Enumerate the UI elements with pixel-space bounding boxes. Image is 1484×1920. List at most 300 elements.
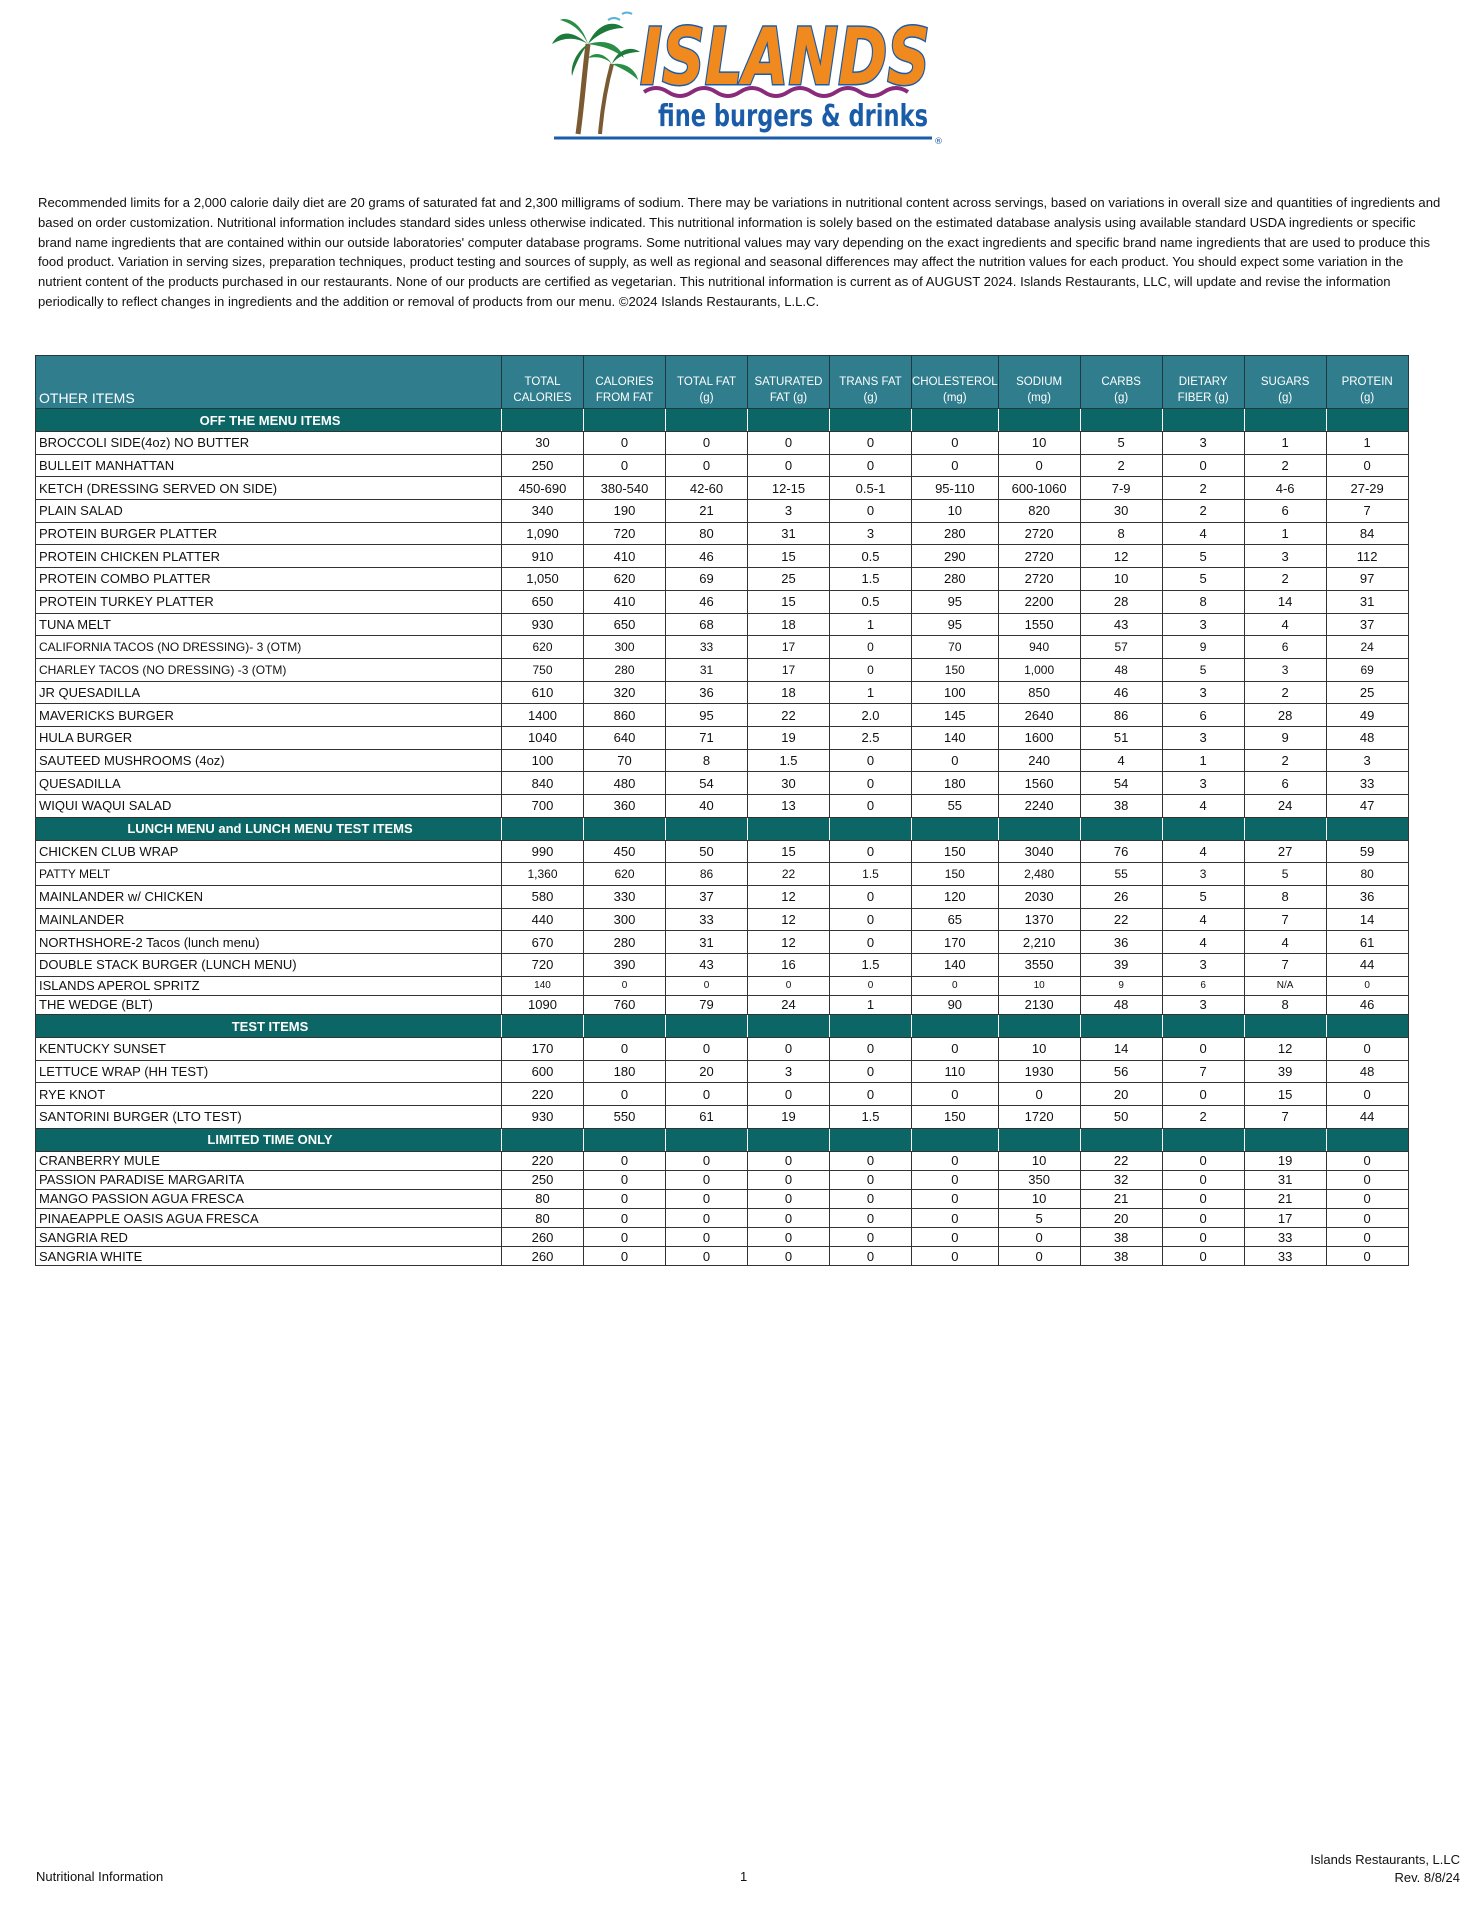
- value-cell: 0: [912, 1038, 999, 1061]
- item-name-cell: MAINLANDER w/ CHICKEN: [36, 886, 502, 909]
- value-cell: 14: [1326, 908, 1408, 931]
- value-cell: 43: [666, 954, 748, 977]
- section-header-row: [36, 817, 1409, 840]
- value-cell: 25: [1326, 681, 1408, 704]
- value-cell: 46: [1080, 681, 1162, 704]
- value-cell: 21: [1080, 1189, 1162, 1208]
- section-filler-cell: [830, 817, 912, 840]
- section-filler-cell: [666, 1015, 748, 1038]
- value-cell: 5: [998, 1209, 1080, 1228]
- value-cell: 0: [998, 454, 1080, 477]
- section-filler-cell: [584, 1015, 666, 1038]
- value-cell: 300: [584, 636, 666, 659]
- value-cell: 2.0: [830, 704, 912, 727]
- section-header-row: [36, 409, 1409, 432]
- value-cell: 36: [1080, 931, 1162, 954]
- value-cell: 1930: [998, 1060, 1080, 1083]
- table-row: [36, 1151, 1409, 1170]
- value-cell: 57: [1080, 636, 1162, 659]
- value-cell: 2: [1244, 681, 1326, 704]
- value-cell: 2720: [998, 545, 1080, 568]
- value-cell: 4: [1244, 931, 1326, 954]
- item-name-cell: LETTUCE WRAP (HH TEST): [36, 1060, 502, 1083]
- item-name-cell: PINAEAPPLE OASIS AGUA FRESCA: [36, 1209, 502, 1228]
- section-filler-cell: [1326, 1128, 1408, 1151]
- value-cell: 720: [502, 954, 584, 977]
- section-filler-cell: [912, 1128, 999, 1151]
- value-cell: 36: [666, 681, 748, 704]
- value-cell: 250: [502, 454, 584, 477]
- value-cell: 0: [748, 1228, 830, 1247]
- value-cell: 76: [1080, 840, 1162, 863]
- value-cell: 0: [1326, 1038, 1408, 1061]
- item-name-cell: MAINLANDER: [36, 908, 502, 931]
- value-cell: 0: [912, 1189, 999, 1208]
- value-cell: 86: [1080, 704, 1162, 727]
- table-row: [36, 545, 1409, 568]
- value-cell: 112: [1326, 545, 1408, 568]
- value-cell: 170: [502, 1038, 584, 1061]
- section-filler-cell: [1244, 409, 1326, 432]
- value-cell: 28: [1080, 590, 1162, 613]
- value-cell: 0.5: [830, 545, 912, 568]
- nutrition-table: [35, 355, 1409, 1266]
- value-cell: 79: [666, 995, 748, 1014]
- item-name-cell: DOUBLE STACK BURGER (LUNCH MENU): [36, 954, 502, 977]
- value-cell: 8: [666, 749, 748, 772]
- value-cell: 48: [1326, 1060, 1408, 1083]
- footer-document-title: Nutritional Information: [36, 1869, 164, 1884]
- value-cell: 50: [666, 840, 748, 863]
- value-cell: 21: [1244, 1189, 1326, 1208]
- value-cell: 0: [830, 749, 912, 772]
- value-cell: 0: [666, 1170, 748, 1189]
- value-cell: 12: [1244, 1038, 1326, 1061]
- value-cell: 80: [502, 1189, 584, 1208]
- value-cell: 1090: [502, 995, 584, 1014]
- value-cell: 100: [912, 681, 999, 704]
- value-cell: 410: [584, 590, 666, 613]
- value-cell: 36: [1326, 886, 1408, 909]
- value-cell: 580: [502, 886, 584, 909]
- value-cell: 1,000: [998, 658, 1080, 681]
- section-filler-cell: [748, 409, 830, 432]
- value-cell: 5: [1162, 886, 1244, 909]
- value-cell: 2: [1244, 568, 1326, 591]
- value-cell: 0: [1326, 1170, 1408, 1189]
- value-cell: 0: [748, 1038, 830, 1061]
- value-cell: 760: [584, 995, 666, 1014]
- table-row: [36, 681, 1409, 704]
- value-cell: 17: [748, 636, 830, 659]
- column-header-cholesterol: CHOLESTEROL (mg): [912, 356, 999, 409]
- value-cell: 31: [666, 658, 748, 681]
- value-cell: 0: [830, 636, 912, 659]
- value-cell: 0.5: [830, 590, 912, 613]
- value-cell: 0: [1162, 1083, 1244, 1106]
- value-cell: 10: [998, 1151, 1080, 1170]
- value-cell: 0: [584, 976, 666, 995]
- item-name-cell: THE WEDGE (BLT): [36, 995, 502, 1014]
- value-cell: 0: [1326, 1189, 1408, 1208]
- value-cell: 6: [1244, 772, 1326, 795]
- section-filler-cell: [502, 1128, 584, 1151]
- value-cell: 0: [666, 432, 748, 455]
- item-name-cell: SANTORINI BURGER (LTO TEST): [36, 1106, 502, 1129]
- value-cell: 33: [666, 908, 748, 931]
- value-cell: 1560: [998, 772, 1080, 795]
- value-cell: 49: [1326, 704, 1408, 727]
- value-cell: 6: [1162, 976, 1244, 995]
- value-cell: 3: [1162, 954, 1244, 977]
- value-cell: 48: [1080, 995, 1162, 1014]
- section-filler-cell: [1244, 817, 1326, 840]
- value-cell: 2240: [998, 795, 1080, 818]
- value-cell: 0: [584, 1038, 666, 1061]
- value-cell: 37: [666, 886, 748, 909]
- logo-tagline: fine burgers & drinks: [658, 99, 928, 134]
- value-cell: 3: [1162, 726, 1244, 749]
- value-cell: 3: [830, 522, 912, 545]
- value-cell: 7: [1244, 954, 1326, 977]
- value-cell: 0: [584, 1247, 666, 1266]
- section-title: TEST ITEMS: [36, 1015, 502, 1038]
- value-cell: 5: [1162, 545, 1244, 568]
- value-cell: 1.5: [830, 568, 912, 591]
- item-name-cell: MANGO PASSION AGUA FRESCA: [36, 1189, 502, 1208]
- value-cell: 69: [1326, 658, 1408, 681]
- value-cell: 7: [1244, 908, 1326, 931]
- value-cell: 610: [502, 681, 584, 704]
- value-cell: 4: [1080, 749, 1162, 772]
- value-cell: 2720: [998, 522, 1080, 545]
- value-cell: 2: [1244, 749, 1326, 772]
- value-cell: 0: [998, 1247, 1080, 1266]
- value-cell: 46: [666, 545, 748, 568]
- value-cell: 31: [666, 931, 748, 954]
- column-header-item: OTHER ITEMS: [36, 356, 502, 409]
- section-filler-cell: [1080, 1015, 1162, 1038]
- value-cell: 14: [1080, 1038, 1162, 1061]
- value-cell: 38: [1080, 1228, 1162, 1247]
- section-filler-cell: [1080, 1128, 1162, 1151]
- value-cell: 600: [502, 1060, 584, 1083]
- value-cell: 0: [830, 772, 912, 795]
- value-cell: 16: [748, 954, 830, 977]
- value-cell: 19: [748, 726, 830, 749]
- column-header-trans-fat: TRANS FAT (g): [830, 356, 912, 409]
- table-row: [36, 749, 1409, 772]
- value-cell: 4-6: [1244, 477, 1326, 500]
- section-filler-cell: [830, 1128, 912, 1151]
- value-cell: 0: [584, 1228, 666, 1247]
- value-cell: 2,210: [998, 931, 1080, 954]
- column-header-dietary-fiber: DIETARY FIBER (g): [1162, 356, 1244, 409]
- value-cell: 95: [912, 590, 999, 613]
- column-header-calories-from-fat: CALORIES FROM FAT: [584, 356, 666, 409]
- value-cell: 46: [666, 590, 748, 613]
- footer-rev-date: Rev. 8/8/24: [1394, 1870, 1460, 1885]
- value-cell: 27: [1244, 840, 1326, 863]
- value-cell: 720: [584, 522, 666, 545]
- value-cell: 150: [912, 1106, 999, 1129]
- item-name-cell: CHICKEN CLUB WRAP: [36, 840, 502, 863]
- value-cell: 10: [998, 1189, 1080, 1208]
- value-cell: 2: [1162, 477, 1244, 500]
- value-cell: 2: [1080, 454, 1162, 477]
- value-cell: 61: [1326, 931, 1408, 954]
- value-cell: 24: [748, 995, 830, 1014]
- value-cell: 18: [748, 681, 830, 704]
- value-cell: 4: [1162, 522, 1244, 545]
- value-cell: 69: [666, 568, 748, 591]
- table-row: [36, 454, 1409, 477]
- item-name-cell: PATTY MELT: [36, 863, 502, 886]
- section-filler-cell: [1244, 1128, 1326, 1151]
- value-cell: 380-540: [584, 477, 666, 500]
- value-cell: 0: [912, 1083, 999, 1106]
- value-cell: 670: [502, 931, 584, 954]
- value-cell: 1: [830, 613, 912, 636]
- value-cell: 1,360: [502, 863, 584, 886]
- value-cell: 0: [830, 976, 912, 995]
- value-cell: 30: [502, 432, 584, 455]
- table-row: [36, 704, 1409, 727]
- section-filler-cell: [998, 1015, 1080, 1038]
- value-cell: 9: [1162, 636, 1244, 659]
- value-cell: 95: [666, 704, 748, 727]
- value-cell: 4: [1244, 613, 1326, 636]
- value-cell: 18: [748, 613, 830, 636]
- section-filler-cell: [1080, 409, 1162, 432]
- value-cell: 140: [502, 976, 584, 995]
- value-cell: 0: [748, 432, 830, 455]
- value-cell: 750: [502, 658, 584, 681]
- value-cell: 360: [584, 795, 666, 818]
- value-cell: 0: [912, 976, 999, 995]
- section-filler-cell: [1162, 1015, 1244, 1038]
- value-cell: 22: [748, 863, 830, 886]
- table-row: [36, 795, 1409, 818]
- value-cell: 54: [666, 772, 748, 795]
- section-filler-cell: [1080, 817, 1162, 840]
- section-filler-cell: [998, 817, 1080, 840]
- value-cell: 50: [1080, 1106, 1162, 1129]
- value-cell: 220: [502, 1083, 584, 1106]
- value-cell: 620: [584, 568, 666, 591]
- value-cell: 260: [502, 1228, 584, 1247]
- value-cell: 1: [1326, 432, 1408, 455]
- value-cell: 0: [830, 931, 912, 954]
- value-cell: 150: [912, 840, 999, 863]
- value-cell: 480: [584, 772, 666, 795]
- table-row: [36, 1247, 1409, 1266]
- value-cell: 1: [1244, 522, 1326, 545]
- value-cell: 0: [666, 1083, 748, 1106]
- intro-disclaimer: Recommended limits for a 2,000 calorie daily diet are 20 grams of saturated fat and 2,300 milligrams of sodium. There may be variations in nutritional content across servings, based on variations in overall size and quantities of ingredients and based on order customization. Nutritional information includes standard sides unless otherwise indicated. This nutritional information is solely based on the estimated database analysis using available standard USDA ingredients or specific brand name ingredients that are contained within our outside laboratories' computer database programs. Some nutritional values may vary depending on the exact ingredients and specific brand name ingredients that are used to produce this food product. Variation in serving sizes, preparation techniques, product testing and sources of supply, as well as regional and seasonal differences may affect the nutrition values for each product. You should expect some variation in the nutrient content of the products purchased in our restaurants. None of our products are certified as vegetarian. This nutritional information is current as of AUGUST 2024. Islands Restaurants, LLC, will update and revise the information periodically to reflect changes in ingredients and the addition or removal of products from our menu. ©2024 Islands Restaurants, L.L.C.: [38, 195, 1441, 309]
- item-name-cell: RYE KNOT: [36, 1083, 502, 1106]
- value-cell: 6: [1162, 704, 1244, 727]
- value-cell: 1.5: [830, 863, 912, 886]
- value-cell: 8: [1244, 995, 1326, 1014]
- value-cell: 0: [830, 432, 912, 455]
- value-cell: 25: [748, 568, 830, 591]
- value-cell: 0: [912, 432, 999, 455]
- value-cell: 26: [1080, 886, 1162, 909]
- value-cell: 2130: [998, 995, 1080, 1014]
- section-filler-cell: [1326, 817, 1408, 840]
- value-cell: 54: [1080, 772, 1162, 795]
- value-cell: 390: [584, 954, 666, 977]
- value-cell: 3: [1162, 772, 1244, 795]
- item-name-cell: SAUTEED MUSHROOMS (4oz): [36, 749, 502, 772]
- value-cell: 145: [912, 704, 999, 727]
- value-cell: 0: [830, 840, 912, 863]
- table-row: [36, 568, 1409, 591]
- value-cell: 930: [502, 1106, 584, 1129]
- value-cell: 39: [1080, 954, 1162, 977]
- value-cell: 0: [1326, 1151, 1408, 1170]
- value-cell: 3: [1162, 995, 1244, 1014]
- value-cell: 0: [912, 1151, 999, 1170]
- value-cell: 0: [748, 1209, 830, 1228]
- value-cell: 180: [584, 1060, 666, 1083]
- footer-company: Islands Restaurants, L.LC: [1310, 1852, 1460, 1867]
- section-filler-cell: [912, 1015, 999, 1038]
- value-cell: 910: [502, 545, 584, 568]
- section-filler-cell: [666, 817, 748, 840]
- value-cell: 39: [1244, 1060, 1326, 1083]
- value-cell: 43: [1080, 613, 1162, 636]
- value-cell: 1720: [998, 1106, 1080, 1129]
- section-filler-cell: [1162, 1128, 1244, 1151]
- value-cell: 31: [1244, 1170, 1326, 1189]
- item-name-cell: MAVERICKS BURGER: [36, 704, 502, 727]
- value-cell: 80: [666, 522, 748, 545]
- value-cell: 110: [912, 1060, 999, 1083]
- value-cell: 48: [1080, 658, 1162, 681]
- value-cell: 3: [1162, 432, 1244, 455]
- value-cell: 820: [998, 500, 1080, 523]
- value-cell: 0: [830, 1189, 912, 1208]
- value-cell: 0: [748, 1083, 830, 1106]
- value-cell: 38: [1080, 795, 1162, 818]
- value-cell: 120: [912, 886, 999, 909]
- value-cell: 0: [912, 1209, 999, 1228]
- value-cell: 4: [1162, 840, 1244, 863]
- value-cell: 4: [1162, 931, 1244, 954]
- value-cell: 840: [502, 772, 584, 795]
- value-cell: 55: [1080, 863, 1162, 886]
- value-cell: 0: [1162, 1038, 1244, 1061]
- value-cell: 12: [748, 908, 830, 931]
- value-cell: 17: [1244, 1209, 1326, 1228]
- value-cell: 220: [502, 1151, 584, 1170]
- value-cell: 1400: [502, 704, 584, 727]
- item-name-cell: QUESADILLA: [36, 772, 502, 795]
- value-cell: 3: [1162, 613, 1244, 636]
- table-row: [36, 772, 1409, 795]
- section-title: OFF THE MENU ITEMS: [36, 409, 502, 432]
- value-cell: 2: [1162, 1106, 1244, 1129]
- value-cell: 14: [1244, 590, 1326, 613]
- item-name-cell: NORTHSHORE-2 Tacos (lunch menu): [36, 931, 502, 954]
- value-cell: 1,090: [502, 522, 584, 545]
- table-row: [36, 1060, 1409, 1083]
- column-header-sugars: SUGARS (g): [1244, 356, 1326, 409]
- value-cell: 0: [830, 1083, 912, 1106]
- value-cell: 340: [502, 500, 584, 523]
- value-cell: 0: [830, 658, 912, 681]
- value-cell: 1: [830, 681, 912, 704]
- value-cell: 5: [1244, 863, 1326, 886]
- value-cell: 86: [666, 863, 748, 886]
- value-cell: 15: [748, 840, 830, 863]
- section-filler-cell: [830, 409, 912, 432]
- table-row: [36, 840, 1409, 863]
- value-cell: 6: [1244, 636, 1326, 659]
- value-cell: 280: [584, 658, 666, 681]
- value-cell: 22: [748, 704, 830, 727]
- table-row: [36, 477, 1409, 500]
- table-row: [36, 613, 1409, 636]
- section-filler-cell: [1162, 817, 1244, 840]
- value-cell: 620: [584, 863, 666, 886]
- value-cell: 0: [666, 454, 748, 477]
- value-cell: 10: [912, 500, 999, 523]
- value-cell: 9: [1244, 726, 1326, 749]
- table-row: [36, 500, 1409, 523]
- table-row: [36, 1209, 1409, 1228]
- value-cell: 0: [1162, 454, 1244, 477]
- table-body: [36, 409, 1409, 1266]
- value-cell: 350: [998, 1170, 1080, 1189]
- value-cell: 0: [912, 454, 999, 477]
- section-header-row: [36, 1015, 1409, 1038]
- value-cell: 0: [830, 1209, 912, 1228]
- value-cell: 2,480: [998, 863, 1080, 886]
- value-cell: 3: [1162, 863, 1244, 886]
- item-name-cell: CRANBERRY MULE: [36, 1151, 502, 1170]
- item-name-cell: BULLEIT MANHATTAN: [36, 454, 502, 477]
- value-cell: 1.5: [830, 954, 912, 977]
- value-cell: 0: [998, 1228, 1080, 1247]
- value-cell: 90: [912, 995, 999, 1014]
- value-cell: 10: [998, 976, 1080, 995]
- footer-revision: [1310, 1851, 1460, 1887]
- value-cell: 15: [1244, 1083, 1326, 1106]
- value-cell: 0: [830, 886, 912, 909]
- value-cell: 0: [584, 1170, 666, 1189]
- value-cell: 140: [912, 726, 999, 749]
- value-cell: 0: [1162, 1170, 1244, 1189]
- value-cell: 6: [1244, 500, 1326, 523]
- value-cell: 0: [830, 1151, 912, 1170]
- value-cell: 13: [748, 795, 830, 818]
- value-cell: 0: [748, 976, 830, 995]
- item-name-cell: SANGRIA WHITE: [36, 1247, 502, 1266]
- value-cell: 0: [1326, 1209, 1408, 1228]
- value-cell: 7-9: [1080, 477, 1162, 500]
- value-cell: 33: [1244, 1228, 1326, 1247]
- value-cell: 650: [584, 613, 666, 636]
- value-cell: 0: [1162, 1209, 1244, 1228]
- value-cell: 33: [1244, 1247, 1326, 1266]
- item-name-cell: SANGRIA RED: [36, 1228, 502, 1247]
- section-title: LUNCH MENU and LUNCH MENU TEST ITEMS: [36, 817, 502, 840]
- value-cell: 42-60: [666, 477, 748, 500]
- value-cell: 0: [830, 1247, 912, 1266]
